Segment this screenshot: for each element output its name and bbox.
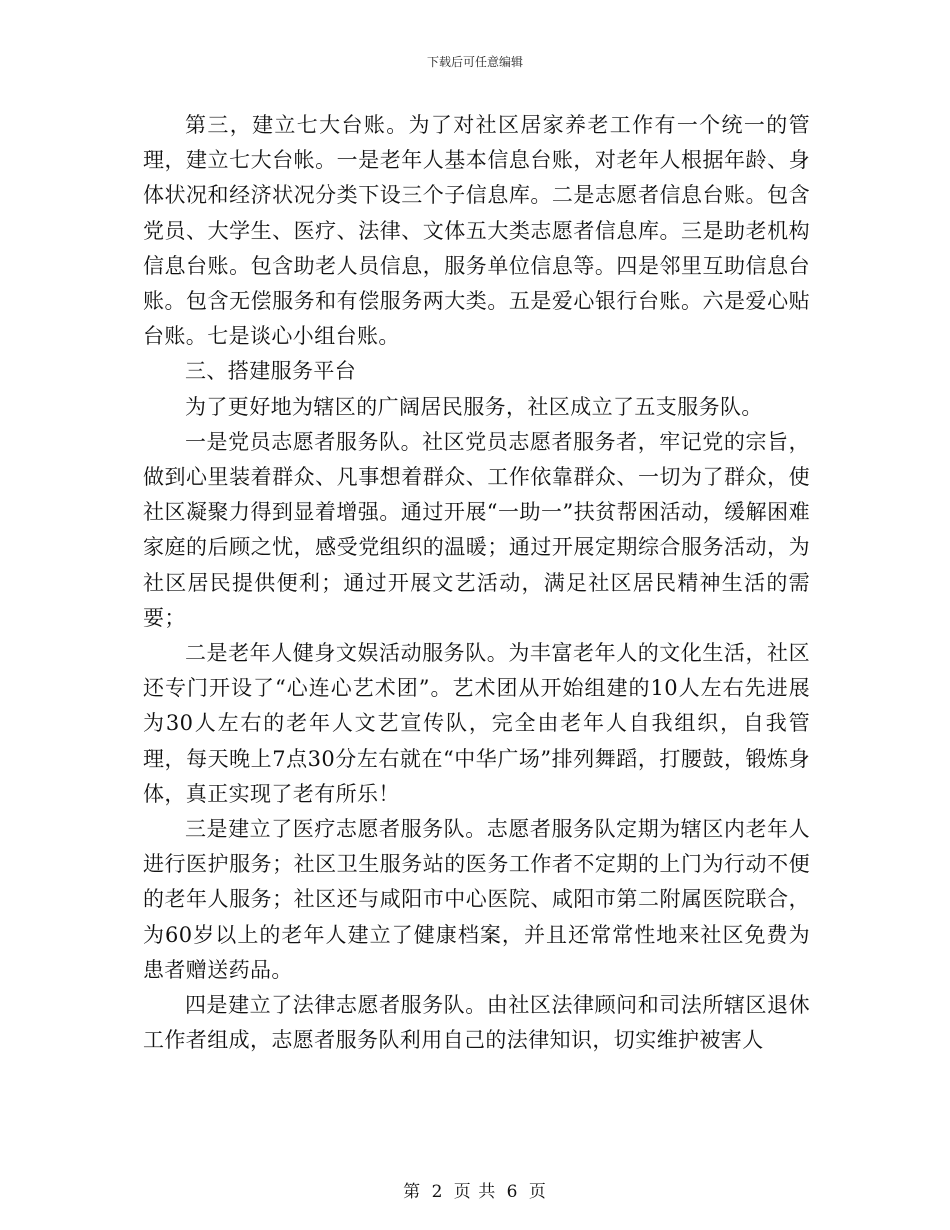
footer-suffix: 页	[528, 1182, 547, 1202]
document-body	[143, 108, 810, 1058]
paragraph-ledgers: 第三，建立七大台账。为了对社区居家养老工作有一个统一的管理，建立七大台帐。一是老年人基本信息台账，对老年人根据年龄、身体状况和经济状况分类下设三个子信息库。二是志愿者信息台账。包含党员、大学生、医疗、法律、文体五大类志愿者信息库。三是助老机构信息台账。包含助老人员信息，服务单位信息等。四是邻里互助信息台账。包含无偿服务和有偿服务两大类。五是爱心银行台账。六是爱心贴台账。七是谈心小组台账。	[143, 113, 810, 349]
page-footer	[0, 1177, 950, 1202]
paragraph-medical-volunteers: 三是建立了医疗志愿者服务队。志愿者服务队定期为辖区内老年人进行医护服务；社区卫生服务站的医务工作者不定期的上门为行动不便的老年人服务；社区还与咸阳市中心医院、咸阳市第二附属医院联合，为60岁以上的老年人建立了健康档案，并且还常常性地来社区免费为患者赠送药品。	[143, 817, 810, 982]
footer-middle: 页 共	[453, 1182, 497, 1202]
paragraph-legal-volunteers: 四是建立了法律志愿者服务队。由社区法律顾问和司法所辖区退休工作者组成，志愿者服务队利用自己的法律知识，切实维护被害人	[143, 993, 810, 1053]
paragraph-elderly-fitness: 二是老年人健身文娱活动服务队。为丰富老年人的文化生活，社区还专门开设了“心连心艺术团”。艺术团从开始组建的10人左右先进展为30人左右的老年人文艺宣传队，完全由老年人自我组织，自我管理，每天晚上7点30分左右就在“中华广场”排列舞蹈，打腰鼓，锻炼身体，真正实现了老有所乐！	[143, 641, 810, 806]
page-number: 2	[431, 1182, 444, 1202]
page-total: 6	[506, 1182, 519, 1202]
section-heading: 三、搭建服务平台	[185, 359, 357, 384]
paragraph-party-volunteers: 一是党员志愿者服务队。社区党员志愿者服务者，牢记党的宗旨，做到心里装着群众、凡事想着群众、工作依靠群众、一切为了群众，使社区凝聚力得到显着增强。通过开展“一助一”扶贫帮困活动，缓解困难家庭的后顾之忧，感受党组织的温暖；通过开展定期综合服务活动，为社区居民提供便利；通过开展文艺活动，满足社区居民精神生活的需要；	[143, 429, 810, 630]
paragraph-intro: 为了更好地为辖区的广阔居民服务，社区成立了五支服务队。	[185, 394, 763, 419]
page-header: 下载后可任意编辑	[426, 55, 523, 69]
footer-prefix: 第	[403, 1182, 422, 1202]
